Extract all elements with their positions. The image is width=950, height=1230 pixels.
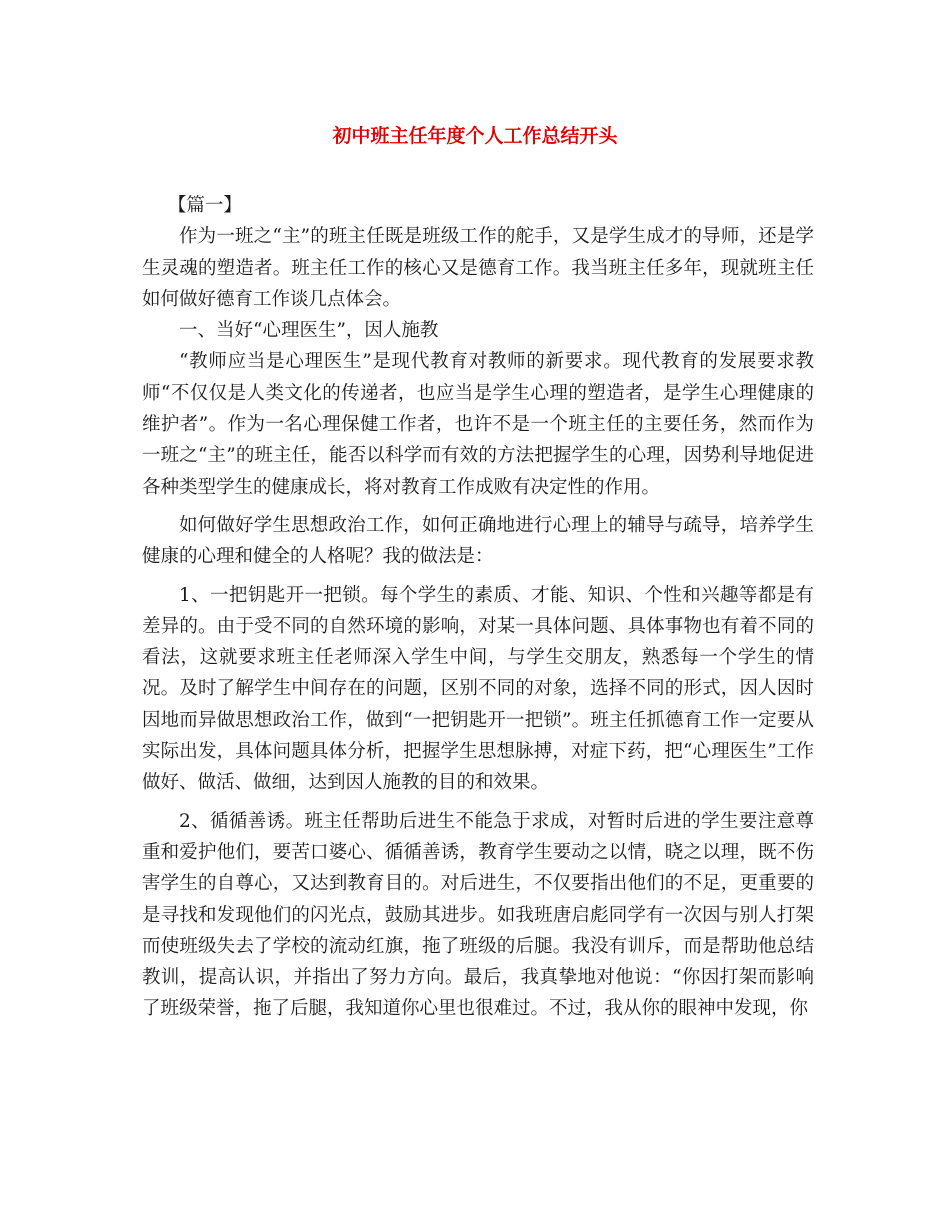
- document-title: 初中班主任年度个人工作总结开头: [332, 125, 618, 147]
- paragraph: 2、循循善诱。班主任帮助后进生不能急于求成，对暂时后进的学生要注意尊重和爱护他们，要苦口婆心、循循善诱，教育学生要动之以情，晓之以理，既不伤害学生的自尊心，又达到教育目的。对后进生，不仅要指出他们的不足，更重要的是寻找和发现他们的闪光点，鼓励其进步。如我班唐启彪同学有一次因与别人打架而使班级失去了学校的流动红旗，拖了班级的后腿。我没有训斥，而是帮助他总结教训，提高认识，并指出了努力方向。最后，我真挚地对他说：“你因打架而影响了班级荣誉，拖了后腿，我知道你心里也很难过。不过，我从你的眼神中发现，你: [142, 810, 814, 1020]
- section-heading: 一、当好“心理医生”，因人施教: [179, 320, 439, 342]
- document-body: [142, 190, 814, 1025]
- paragraph: 1、一把钥匙开一把锁。每个学生的素质、才能、知识、个性和兴趣等都是有差异的。由于受不同的自然环境的影响，对某一具体问题、具体事物也有着不同的看法，这就要求班主任老师深入学生中间，与学生交朋友，熟悉每一个学生的情况。及时了解学生中间存在的问题，区别不同的对象，选择不同的形式，因人因时因地而异做思想政治工作，做到“一把钥匙开一把锁”。班主任抓德育工作一定要从实际出发，具体问题具体分析，把握学生思想脉搏，对症下药，把“心理医生”工作做好、做活、做细，达到因人施教的目的和效果。: [142, 584, 814, 794]
- paragraph: 作为一班之“主”的班主任既是班级工作的舵手，又是学生成才的导师，还是学生灵魂的塑造者。班主任工作的核心又是德育工作。我当班主任多年，现就班主任如何做好德育工作谈几点体会。: [142, 226, 814, 310]
- section-label: 【篇一】: [167, 195, 242, 216]
- paragraph: “教师应当是心理医生”是现代教育对教师的新要求。现代教育的发展要求教师“不仅仅是人类文化的传递者，也应当是学生心理的塑造者，是学生心理健康的维护者”。作为一名心理保健工作者，也许不是一个班主任的主要任务，然而作为一班之“主”的班主任，能否以科学而有效的方法把握学生的心理，因势利导地促进各种类型学生的健康成长，将对教育工作成败有决定性的作用。: [142, 351, 814, 498]
- paragraph: 如何做好学生思想政治工作，如何正确地进行心理上的辅导与疏导，培养学生健康的心理和健全的人格呢？我的做法是：: [142, 514, 814, 568]
